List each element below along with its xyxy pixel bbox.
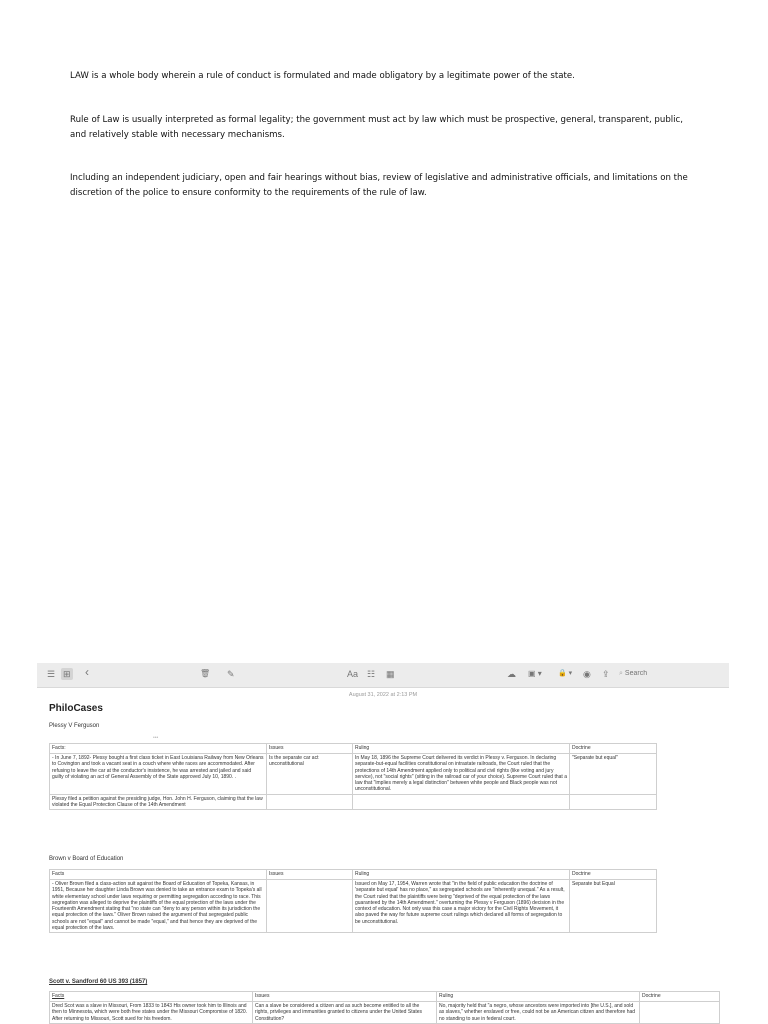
- paragraph-rule-of-law-requirements: Including an independent judiciary, open and fair hearings without bias, review of legislative and administrative officials, and limitations on the discretion of the police to ensure conformity to the requirements of the rule of law.: [70, 173, 688, 198]
- search-box[interactable]: [619, 668, 695, 680]
- table-cell-facts[interactable]: Plessy filed a petition against the presiding judge, Hon. John H. Ferguson, claiming that the law violated the Equal Protection Clause of the 14th Amendment: [50, 794, 267, 810]
- table-cell-facts[interactable]: - Oliver Brown filed a class-action suit against the Board of Education of Topeka, Kansas, in 1951, Because her daughter Linda Brown was denied to take an entrance exam to Topeka's all white elementary school under laws requiring or permitting segregation according to race. This segregation was alleged to deprive the plaintiffs of the equal protection of the laws under the Fourteenth Amendment stating that "no state can "deny to any person within its jurisdiction the equal protection of the laws." Oliver Brown raised the argument of that segregated public schools are not "equal" and cannot be made "equal," and that hence they are deprived of the equal protection of the laws.: [50, 880, 267, 933]
- table-header-cell: Doctrine: [570, 744, 657, 754]
- table-cell-doctrine[interactable]: [570, 794, 657, 810]
- table-cell-issues[interactable]: [267, 794, 353, 810]
- table-header-cell: Ruling: [353, 870, 570, 880]
- notes-app-screenshot: [37, 663, 729, 1024]
- note-timestamp: August 31, 2022 at 2:13 PM: [348, 692, 418, 698]
- media-icon[interactable]: ▣ ▾: [528, 669, 542, 678]
- table-cell-doctrine[interactable]: "Separate but equal": [570, 754, 657, 795]
- table-row: [50, 1002, 720, 1024]
- search-input[interactable]: [625, 670, 695, 677]
- table-header-cell: Ruling: [353, 744, 570, 754]
- search-icon: ⌕: [619, 670, 623, 677]
- table-cell-facts[interactable]: Dred Scot was a slave in Missouri, From 1833 to 1843 His owner took him to Illinois and then to Minnesota, which were both free states under the Missouri Compromise of 1820. After returning to Missouri, Scott sued for his freedom.: [50, 1002, 253, 1024]
- table-header-row: [50, 870, 657, 880]
- case-title-scott: Scott v. Sandford 60 US 393 (1857): [49, 979, 148, 985]
- collaborate-icon[interactable]: ☁: [507, 669, 516, 679]
- table-icon[interactable]: ▦: [386, 669, 395, 679]
- table-cell-issues[interactable]: [267, 880, 353, 933]
- note-title: PhiloCases: [49, 703, 103, 714]
- paragraph-rule-of-law: Rule of Law is usually interpreted as formal legality; the government must act by law which must be prospective, general, transparent, public, and relatively stable with necessary mechanisms.: [70, 115, 684, 140]
- share-icon[interactable]: ⇪: [602, 669, 610, 679]
- table-cell-doctrine[interactable]: [640, 1002, 720, 1024]
- table-row: [50, 754, 657, 795]
- table-cell-doctrine[interactable]: Separate but Equal: [570, 880, 657, 933]
- table-cell-ruling[interactable]: In May 18, 1896 the Supreme Court delivered its verdict in Plessy v. Ferguson. In declaring separate-but-equal facilities constitutional on intrastate railroads, the Court ruled that the protections of 14th Amendment applied only to political and civil rights (like voting and jury service), not "social rights" (sitting in the railroad car of your choice). Supreme Court ruled that a law that "implies merely a legal distinction" between white people and Black people was not unconstitutional.: [353, 754, 570, 795]
- table-header-cell: Facts: [50, 992, 253, 1002]
- case-table-brown: [49, 869, 657, 933]
- table-row: [50, 880, 657, 933]
- notes-toolbar: [37, 663, 729, 688]
- table-header-cell: Doctrine: [570, 870, 657, 880]
- table-cell-ruling[interactable]: [353, 794, 570, 810]
- case-table-plessy: [49, 743, 657, 810]
- back-chevron-icon[interactable]: ‹: [85, 665, 89, 679]
- table-header-cell: Facts: [50, 870, 267, 880]
- table-header-cell: Issues: [267, 744, 353, 754]
- compose-icon[interactable]: ✎: [227, 669, 235, 679]
- table-header-cell: Facts:: [50, 744, 267, 754]
- table-cell-ruling[interactable]: No, majority held that "a negro, whose ancestors were imported into [the U.S.], and sold as slaves," whether enslaved or free, could not be an American citizen and therefore had no standing to sue in federal court.: [437, 1002, 640, 1024]
- table-header-cell: Issues: [253, 992, 437, 1002]
- table-row: [50, 794, 657, 810]
- format-text-icon[interactable]: Aa: [347, 669, 359, 679]
- grid-view-icon[interactable]: ⊞: [63, 669, 71, 679]
- checklist-icon[interactable]: ☷: [367, 669, 376, 679]
- table-cell-ruling[interactable]: Issued on May 17, 1954, Warren wrote that "in the field of public education the doctrine of 'separate but equal' has no place," as segregated schools are "inherently unequal." As a result, the Court ruled that the plaintiffs were being "deprived of the equal protection of the laws guaranteed by the 14th Amendment." overturning the Plessy v Ferguson (1896) decision in the context of education. Not only was this case a major victory for the Civil Rights Movement, it also paved the way for future supreme court rulings which declared all forms of segregation to be unconstitutional.: [353, 880, 570, 933]
- table-cell-issues[interactable]: Is the separate car act unconstitutional: [267, 754, 353, 795]
- trash-icon[interactable]: 🗑: [200, 669, 211, 678]
- case-table-scott: [49, 991, 720, 1024]
- table-header-row: [50, 744, 657, 754]
- case-title-brown: Brown v Board of Education: [49, 856, 124, 862]
- paragraph-law-definition: LAW is a whole body wherein a rule of conduct is formulated and made obligatory by a legitimate power of the state.: [70, 71, 575, 81]
- table-cell-issues[interactable]: Can a slave be considered a citizen and as such become entitled to all the rights, privileges and immunities granted to citizens under the United States Constitution?: [253, 1002, 437, 1024]
- list-view-icon[interactable]: ☰: [47, 669, 56, 679]
- lock-icon[interactable]: 🔒 ▾: [558, 670, 573, 677]
- table-header-cell: Doctrine: [640, 992, 720, 1002]
- collab-status-icon[interactable]: ◉: [583, 669, 591, 679]
- table-handle-icon[interactable]: •••: [153, 735, 159, 741]
- table-header-cell: Issues: [267, 870, 353, 880]
- table-header-cell: Ruling: [437, 992, 640, 1002]
- table-cell-facts[interactable]: - In June 7, 1892- Plessy bought a first class ticket in East Louisiana Railway from New Orleans to Covington and took a vacant seat in a couch where white races are accommodated. After refusing to leave the car at the conductor's insistence, he was arrested and jailed and said guilty of violating an act of General Assembly of the State approved July 10, 1890. .: [50, 754, 267, 795]
- case-title-plessy: Plessy V Ferguson: [49, 723, 100, 729]
- table-header-row: [50, 992, 720, 1002]
